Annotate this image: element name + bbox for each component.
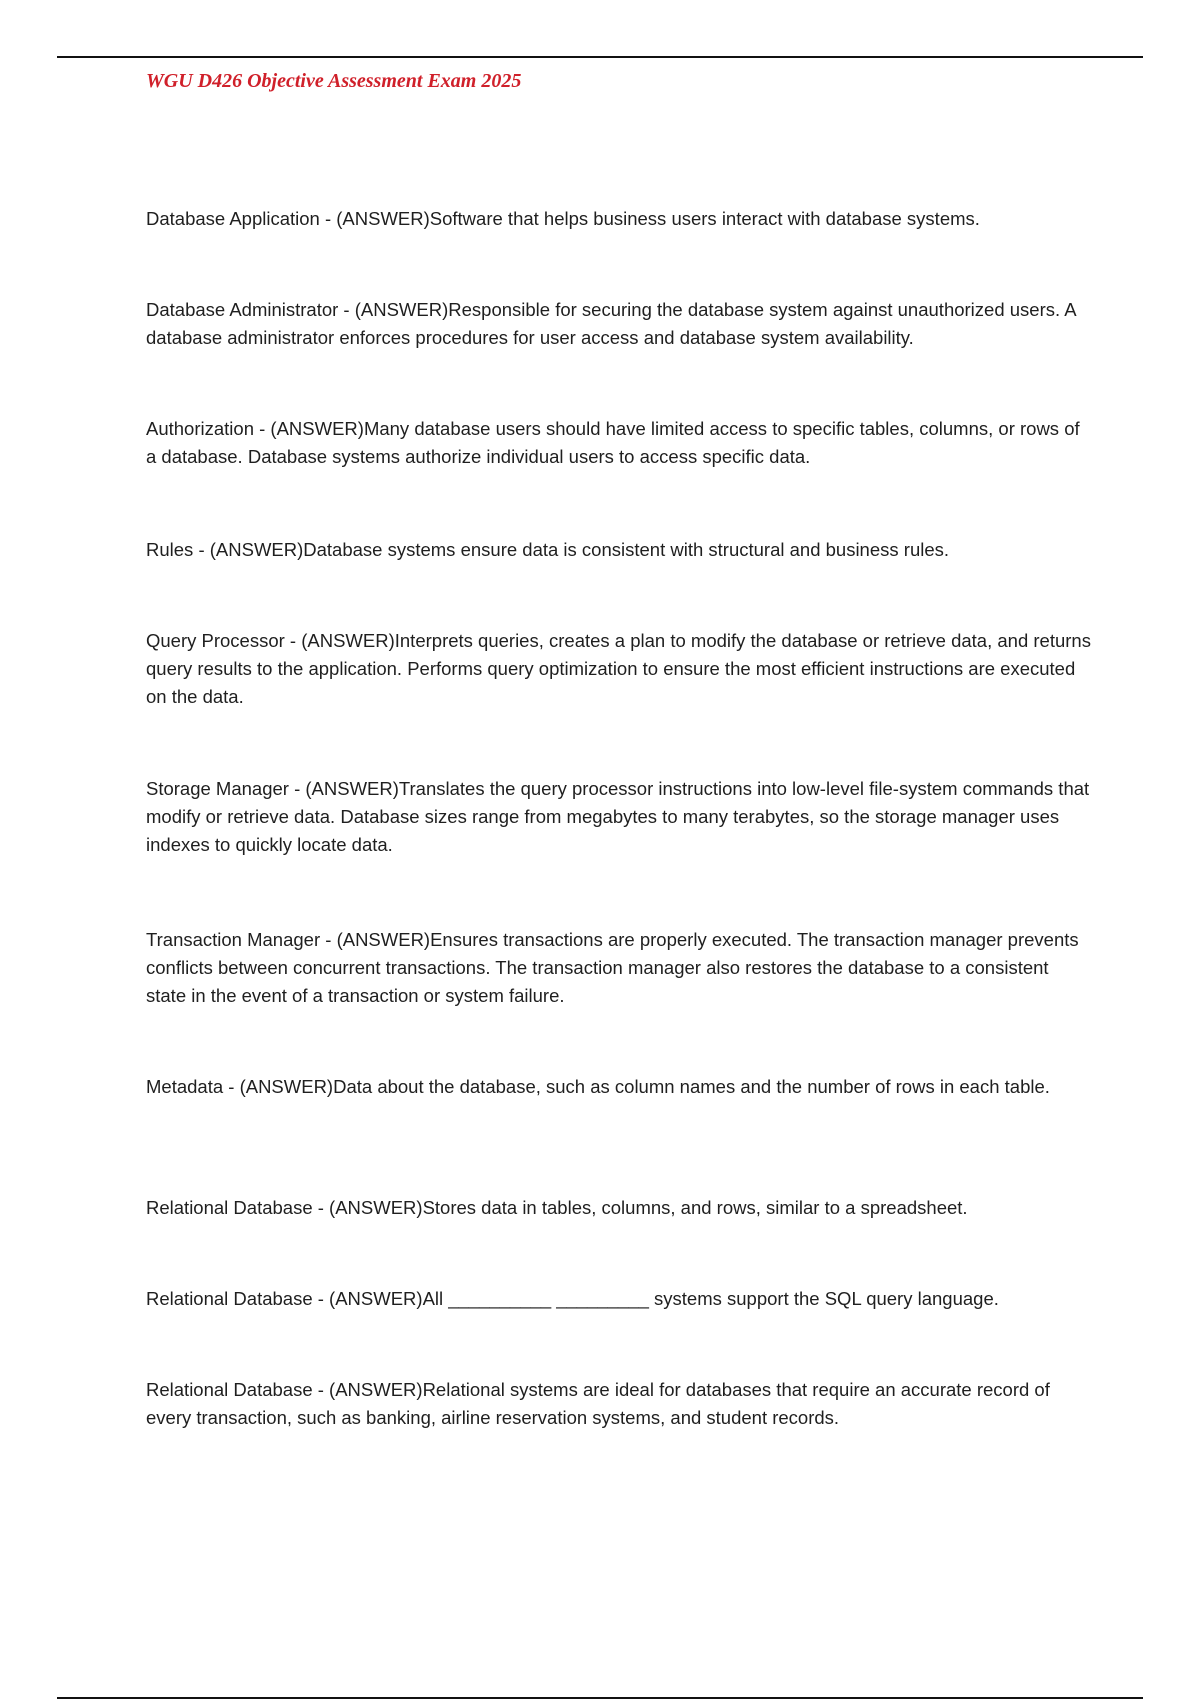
qa-item: Query Processor - (ANSWER)Interprets queries, creates a plan to modify the database or retrieve data, and returns query results to the application. Performs query optimization to ensure the most efficient instructions are executed on the data. [146, 630, 1091, 707]
qa-item: Rules - (ANSWER)Database systems ensure data is consistent with structural and business rules. [146, 539, 950, 560]
qa-item: Relational Database - (ANSWER)Relational systems are ideal for databases that require an accurate record of every transaction, such as banking, airline reservation systems, and student records. [146, 1379, 1050, 1428]
qa-item: Storage Manager - (ANSWER)Translates the query processor instructions into low-level file-system commands that modify or retrieve data. Database sizes range from megabytes to many terabytes, so the storage manager uses indexes to quickly locate data. [146, 778, 1090, 855]
footer-rule [57, 1697, 1143, 1699]
qa-item: Authorization - (ANSWER)Many database users should have limited access to specific tables, columns, or rows of a database. Database systems authorize individual users to access specific data. [146, 418, 1080, 467]
qa-item: Database Application - (ANSWER)Software that helps business users interact with database systems. [146, 208, 980, 229]
header-rule [57, 56, 1143, 58]
qa-item: Relational Database - (ANSWER)Stores data in tables, columns, and rows, similar to a spreadsheet. [146, 1197, 968, 1218]
qa-item: Relational Database - (ANSWER)All __________ _________ systems support the SQL query language. [146, 1288, 999, 1309]
qa-item: Database Administrator - (ANSWER)Responsible for securing the database system against unauthorized users. A database administrator enforces procedures for user access and database system availability. [146, 299, 1076, 348]
document-title: WGU D426 Objective Assessment Exam 2025 [146, 70, 522, 92]
qa-item: Metadata - (ANSWER)Data about the database, such as column names and the number of rows in each table. [146, 1076, 1050, 1097]
qa-item: Transaction Manager - (ANSWER)Ensures transactions are properly executed. The transaction manager prevents conflicts between concurrent transactions. The transaction manager also restores the database to a consistent state in the event of a transaction or system failure. [146, 929, 1079, 1006]
